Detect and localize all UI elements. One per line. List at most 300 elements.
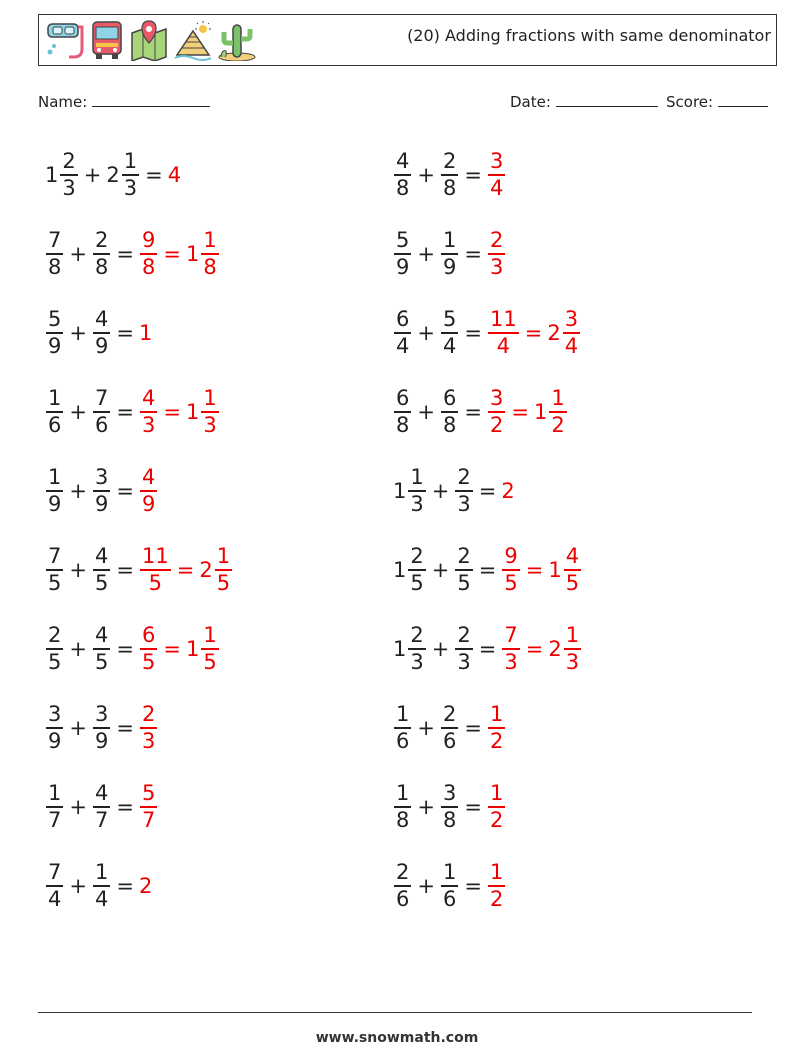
numerator: 1 (48, 386, 62, 411)
denominator: 3 (410, 649, 424, 674)
numerator: 5 (48, 307, 62, 332)
fraction (394, 386, 411, 438)
whole-number: 1 (185, 242, 200, 266)
addend (45, 465, 64, 517)
numerator: 2 (410, 544, 424, 569)
numerator: 11 (141, 544, 169, 569)
problem-row (393, 377, 568, 447)
denominator: 5 (457, 570, 471, 595)
denominator: 3 (203, 412, 217, 437)
equals-sign: = (464, 242, 482, 266)
whole-number: 2 (501, 479, 515, 503)
denominator: 6 (94, 412, 109, 437)
answer-value (139, 321, 153, 345)
denominator: 5 (48, 649, 62, 674)
fraction (201, 386, 218, 438)
plus-sign: + (69, 795, 87, 819)
plus-sign: + (417, 321, 435, 345)
fraction (60, 149, 77, 201)
fraction (441, 228, 458, 280)
fraction (93, 307, 110, 359)
whole-number: 1 (185, 400, 200, 424)
numerator: 3 (48, 702, 62, 727)
equals-sign: = (163, 637, 181, 661)
addend (393, 307, 412, 359)
denominator: 2 (489, 728, 504, 753)
denominator: 9 (48, 728, 62, 753)
numerator: 4 (141, 465, 156, 490)
addend (45, 781, 64, 833)
answer (487, 781, 506, 833)
fraction (441, 860, 458, 912)
answer-value (186, 386, 220, 438)
fraction (140, 465, 157, 517)
numerator: 1 (94, 860, 109, 885)
fraction (93, 386, 110, 438)
numerator: 2 (442, 702, 457, 727)
fraction (140, 544, 171, 596)
answer-value (487, 149, 506, 201)
numerator: 1 (442, 860, 457, 885)
problem-row (393, 693, 506, 763)
equals-sign: = (116, 479, 134, 503)
fraction (441, 702, 458, 754)
numerator: 7 (48, 544, 62, 569)
fraction (441, 149, 458, 201)
numerator: 2 (62, 149, 76, 174)
numerator: 1 (489, 702, 504, 727)
equals-sign: = (176, 558, 195, 582)
fraction (488, 860, 505, 912)
answer-value (501, 623, 520, 675)
snorkel-mask-icon (45, 19, 85, 61)
whole-number: 2 (106, 163, 120, 187)
denominator: 2 (489, 412, 504, 437)
fraction (46, 781, 63, 833)
plus-sign: + (69, 479, 87, 503)
addend (393, 228, 412, 280)
plus-sign: + (417, 795, 435, 819)
problem-row (393, 140, 506, 210)
problem-row (393, 851, 506, 921)
denominator: 8 (396, 412, 410, 437)
numerator: 7 (504, 623, 518, 648)
answer (487, 386, 568, 438)
whole-number: 1 (138, 321, 153, 345)
whole-number: 2 (548, 637, 562, 661)
fraction (93, 544, 110, 596)
fraction (93, 781, 110, 833)
fraction (46, 386, 63, 438)
answer (139, 623, 220, 675)
plus-sign: + (69, 637, 87, 661)
plus-sign: + (431, 479, 450, 503)
addend (393, 149, 412, 201)
numerator: 1 (396, 781, 410, 806)
denominator: 9 (48, 491, 62, 516)
numerator: 5 (442, 307, 457, 332)
numerator: 9 (141, 228, 156, 253)
denominator: 9 (94, 333, 109, 358)
numerator: 6 (141, 623, 156, 648)
numerator: 1 (203, 386, 217, 411)
equals-sign: = (116, 874, 134, 898)
equals-sign: = (525, 637, 544, 661)
fraction (122, 149, 139, 201)
addend (45, 228, 64, 280)
addend (393, 623, 427, 675)
addend (92, 623, 111, 675)
answer-value (168, 163, 182, 187)
answer (139, 874, 153, 898)
denominator: 4 (94, 886, 109, 911)
equals-sign: = (116, 400, 134, 424)
answer-value (139, 874, 153, 898)
fraction (46, 307, 63, 359)
denominator: 7 (48, 807, 62, 832)
fraction (488, 386, 505, 438)
answer-value (487, 386, 506, 438)
denominator: 6 (396, 728, 410, 753)
fraction (46, 860, 63, 912)
answer-value (501, 544, 520, 596)
denominator: 5 (504, 570, 518, 595)
equals-sign: = (478, 479, 497, 503)
plus-sign: + (69, 716, 87, 740)
addend (454, 544, 473, 596)
denominator: 5 (148, 570, 163, 595)
numerator: 2 (442, 149, 457, 174)
answer-value (487, 781, 506, 833)
date-field[interactable] (510, 93, 658, 111)
problem-row (393, 614, 582, 684)
denominator: 5 (410, 570, 424, 595)
denominator: 9 (141, 491, 156, 516)
whole-number: 1 (533, 400, 548, 424)
numerator: 5 (396, 228, 410, 253)
answer-value (139, 465, 158, 517)
fraction (502, 544, 519, 596)
fraction (441, 307, 458, 359)
plus-sign: + (69, 242, 87, 266)
date-blank[interactable] (556, 93, 658, 107)
answer (139, 321, 153, 345)
numerator: 7 (94, 386, 109, 411)
equals-sign: = (478, 637, 497, 661)
denominator: 4 (442, 333, 457, 358)
fraction (93, 623, 110, 675)
fraction (488, 702, 505, 754)
score-blank[interactable] (718, 93, 768, 107)
numerator: 6 (396, 307, 410, 332)
worksheet-header (38, 14, 777, 66)
date-label: Date: (510, 93, 551, 111)
whole-number: 1 (393, 558, 407, 582)
fraction (394, 781, 411, 833)
answer-value (199, 544, 233, 596)
denominator: 2 (489, 807, 504, 832)
plus-sign: + (83, 163, 102, 187)
equals-sign: = (478, 558, 497, 582)
equals-sign: = (464, 716, 482, 740)
denominator: 3 (489, 254, 504, 279)
equals-sign: = (145, 163, 163, 187)
denominator: 6 (442, 886, 457, 911)
answer-value (487, 860, 506, 912)
problem-row (45, 614, 220, 684)
addend (440, 781, 459, 833)
footer-url: www.snowmath.com (315, 1030, 479, 1046)
numerator: 2 (457, 465, 471, 490)
answer (139, 228, 220, 280)
numerator: 2 (141, 702, 156, 727)
answer (139, 465, 158, 517)
denominator: 8 (442, 175, 457, 200)
fraction (46, 702, 63, 754)
equals-sign: = (116, 242, 134, 266)
problem-row (45, 140, 182, 210)
numerator: 1 (48, 465, 62, 490)
whole-number: 4 (167, 163, 182, 187)
numerator: 1 (48, 781, 62, 806)
whole-number: 1 (548, 558, 562, 582)
problem-row (45, 219, 220, 289)
whole-number: 1 (393, 637, 407, 661)
fraction (46, 228, 63, 280)
addend (393, 702, 412, 754)
denominator: 3 (141, 412, 156, 437)
answer (501, 623, 582, 675)
answer (139, 702, 158, 754)
denominator: 4 (564, 333, 579, 358)
denominator: 9 (94, 728, 109, 753)
addend (393, 544, 427, 596)
denominator: 9 (48, 333, 62, 358)
addend (440, 702, 459, 754)
addend (440, 860, 459, 912)
numerator: 3 (564, 307, 579, 332)
denominator: 6 (48, 412, 62, 437)
denominator: 8 (94, 254, 109, 279)
addend (45, 544, 64, 596)
plus-sign: + (431, 558, 450, 582)
denominator: 2 (489, 886, 504, 911)
whole-number: 2 (547, 321, 561, 345)
fraction (46, 623, 63, 675)
addend (454, 623, 473, 675)
problem-row (45, 456, 158, 526)
answer-value (139, 781, 158, 833)
denominator: 8 (396, 807, 410, 832)
addend (440, 386, 459, 438)
equals-sign: = (116, 321, 134, 345)
fraction (488, 228, 505, 280)
denominator: 5 (141, 649, 156, 674)
answer (139, 386, 220, 438)
problem-row (45, 535, 233, 605)
answer-value (501, 479, 515, 503)
answer-value (548, 544, 582, 596)
answer-value (534, 386, 568, 438)
numerator: 2 (410, 623, 424, 648)
addend (92, 860, 111, 912)
numerator: 1 (489, 781, 504, 806)
fraction (140, 386, 157, 438)
name-label: Name: (38, 93, 88, 111)
footer-divider (38, 1012, 752, 1013)
answer (168, 163, 182, 187)
equals-sign: = (525, 558, 544, 582)
map-icon (129, 19, 169, 61)
answer-value (139, 702, 158, 754)
fraction (93, 228, 110, 280)
fraction (441, 781, 458, 833)
fraction (394, 228, 411, 280)
denominator: 8 (442, 412, 457, 437)
numerator: 3 (442, 781, 457, 806)
numerator: 7 (48, 228, 62, 253)
denominator: 8 (203, 254, 217, 279)
fraction (140, 228, 157, 280)
numerator: 6 (396, 386, 410, 411)
plus-sign: + (417, 874, 435, 898)
denominator: 8 (141, 254, 156, 279)
fraction (455, 465, 472, 517)
numerator: 3 (94, 702, 109, 727)
numerator: 4 (94, 544, 109, 569)
equals-sign: = (511, 400, 529, 424)
denominator: 5 (565, 570, 580, 595)
worksheet-title: (20) Adding fractions with same denominator (407, 26, 771, 45)
numerator: 4 (141, 386, 156, 411)
numerator: 1 (442, 228, 457, 253)
numerator: 4 (94, 781, 109, 806)
equals-sign: = (163, 242, 181, 266)
addend (393, 386, 412, 438)
fraction (488, 307, 519, 359)
numerator: 1 (410, 465, 424, 490)
numerator: 1 (203, 623, 217, 648)
numerator: 3 (489, 386, 504, 411)
equals-sign: = (464, 795, 482, 819)
score-label: Score: (666, 93, 714, 111)
denominator: 3 (141, 728, 156, 753)
name-blank[interactable] (92, 93, 210, 107)
answer-value (139, 228, 158, 280)
equals-sign: = (116, 795, 134, 819)
numerator: 4 (396, 149, 410, 174)
denominator: 6 (442, 728, 457, 753)
addend (45, 386, 64, 438)
cactus-icon (217, 19, 257, 61)
equals-sign: = (116, 637, 134, 661)
bus-icon (89, 19, 125, 61)
denominator: 2 (551, 412, 565, 437)
fraction (455, 623, 472, 675)
addend (440, 228, 459, 280)
equals-sign: = (524, 321, 543, 345)
addend (45, 702, 64, 754)
answer (487, 149, 506, 201)
denominator: 3 (565, 649, 580, 674)
answer-value (548, 623, 582, 675)
answer (487, 228, 506, 280)
addend (393, 860, 412, 912)
numerator: 1 (203, 228, 217, 253)
fraction (488, 149, 505, 201)
addend (92, 386, 111, 438)
numerator: 11 (489, 307, 517, 332)
numerator: 1 (489, 860, 504, 885)
fraction (502, 623, 519, 675)
fraction (201, 623, 218, 675)
numerator: 1 (216, 544, 231, 569)
problem-row (393, 298, 581, 368)
addend (92, 307, 111, 359)
plus-sign: + (417, 242, 435, 266)
equals-sign: = (163, 400, 181, 424)
fraction (140, 702, 157, 754)
score-field[interactable] (666, 93, 768, 111)
fraction (201, 228, 218, 280)
fraction (140, 623, 157, 675)
addend (45, 860, 64, 912)
denominator: 3 (410, 491, 424, 516)
denominator: 3 (457, 491, 471, 516)
equals-sign: = (464, 874, 482, 898)
fraction (394, 702, 411, 754)
header-icons (45, 19, 257, 61)
addend (92, 465, 111, 517)
fraction (93, 860, 110, 912)
denominator: 5 (48, 570, 62, 595)
answer-value (139, 623, 158, 675)
addend (393, 781, 412, 833)
fraction (564, 544, 581, 596)
equals-sign: = (464, 400, 482, 424)
name-field[interactable] (38, 93, 210, 111)
answer-value (487, 307, 520, 359)
fraction (564, 623, 581, 675)
fraction (488, 781, 505, 833)
plus-sign: + (417, 716, 435, 740)
answer-value (487, 702, 506, 754)
numerator: 1 (551, 386, 565, 411)
plus-sign: + (417, 163, 435, 187)
denominator: 5 (94, 570, 109, 595)
denominator: 5 (203, 649, 217, 674)
numerator: 3 (489, 149, 504, 174)
problem-row (393, 535, 582, 605)
fraction (394, 307, 411, 359)
plus-sign: + (69, 874, 87, 898)
equals-sign: = (116, 716, 134, 740)
addend (45, 623, 64, 675)
problem-row (393, 456, 516, 526)
numerator: 4 (94, 623, 109, 648)
fraction (46, 544, 63, 596)
answer (487, 860, 506, 912)
equals-sign: = (464, 321, 482, 345)
addend (440, 149, 459, 201)
plus-sign: + (431, 637, 450, 661)
problem-row (45, 693, 158, 763)
answer-value (547, 307, 581, 359)
answer-value (139, 386, 158, 438)
denominator: 3 (457, 649, 471, 674)
fraction (46, 465, 63, 517)
fraction (93, 702, 110, 754)
